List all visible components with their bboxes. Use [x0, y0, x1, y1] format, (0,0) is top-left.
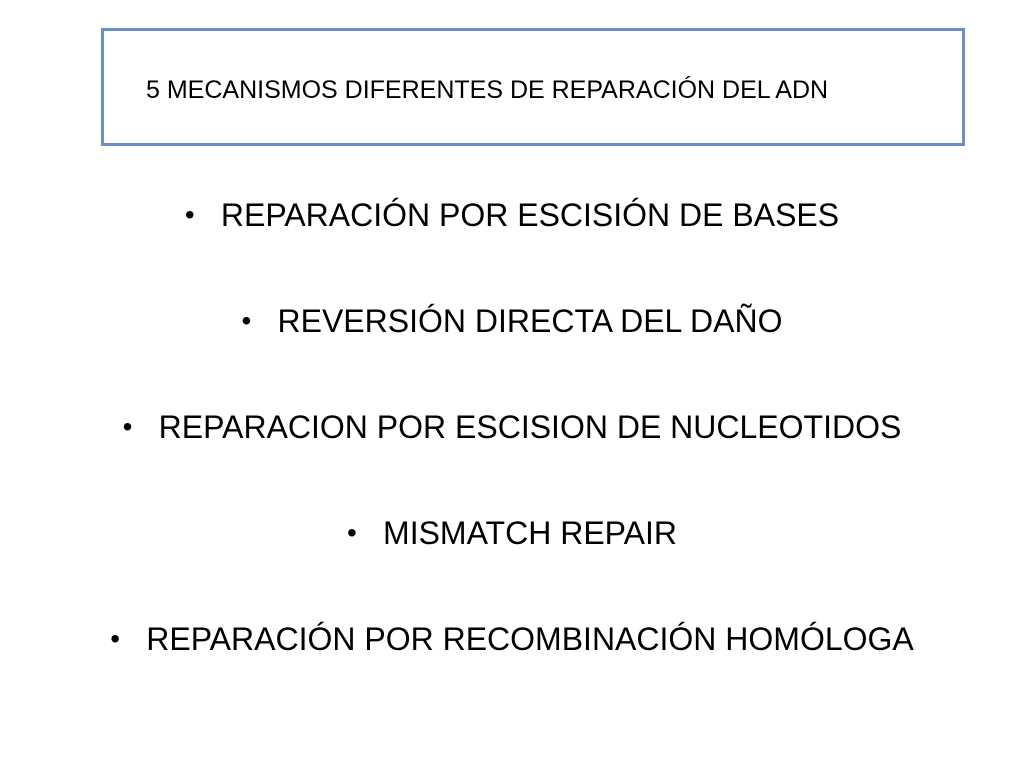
list-item-text: REPARACION POR ESCISION DE NUCLEOTIDOS [158, 409, 902, 445]
title-box [101, 28, 965, 146]
list-item-text: REPARACIÓN POR ESCISIÓN DE BASES [220, 197, 840, 233]
bullet-icon: • [241, 305, 252, 336]
list-item [0, 185, 1024, 291]
list-item [0, 291, 1024, 397]
list-item-text: REPARACIÓN POR RECOMBINACIÓN HOMÓLOGA [146, 621, 914, 657]
list-item-text: REVERSIÓN DIRECTA DEL DAÑO [277, 303, 783, 339]
list-item [0, 609, 1024, 715]
bullet-icon: • [122, 411, 133, 442]
bullet-icon: • [110, 623, 121, 654]
slide-title: 5 MECANISMOS DIFERENTES DE REPARACIÓN DEL ADN [146, 76, 829, 104]
bullet-icon: • [184, 199, 195, 230]
list-item [0, 503, 1024, 609]
bullet-icon: • [347, 517, 357, 548]
list-item [0, 397, 1024, 503]
list-item-text: MISMATCH REPAIR [383, 515, 677, 551]
bullet-list [0, 185, 1024, 715]
